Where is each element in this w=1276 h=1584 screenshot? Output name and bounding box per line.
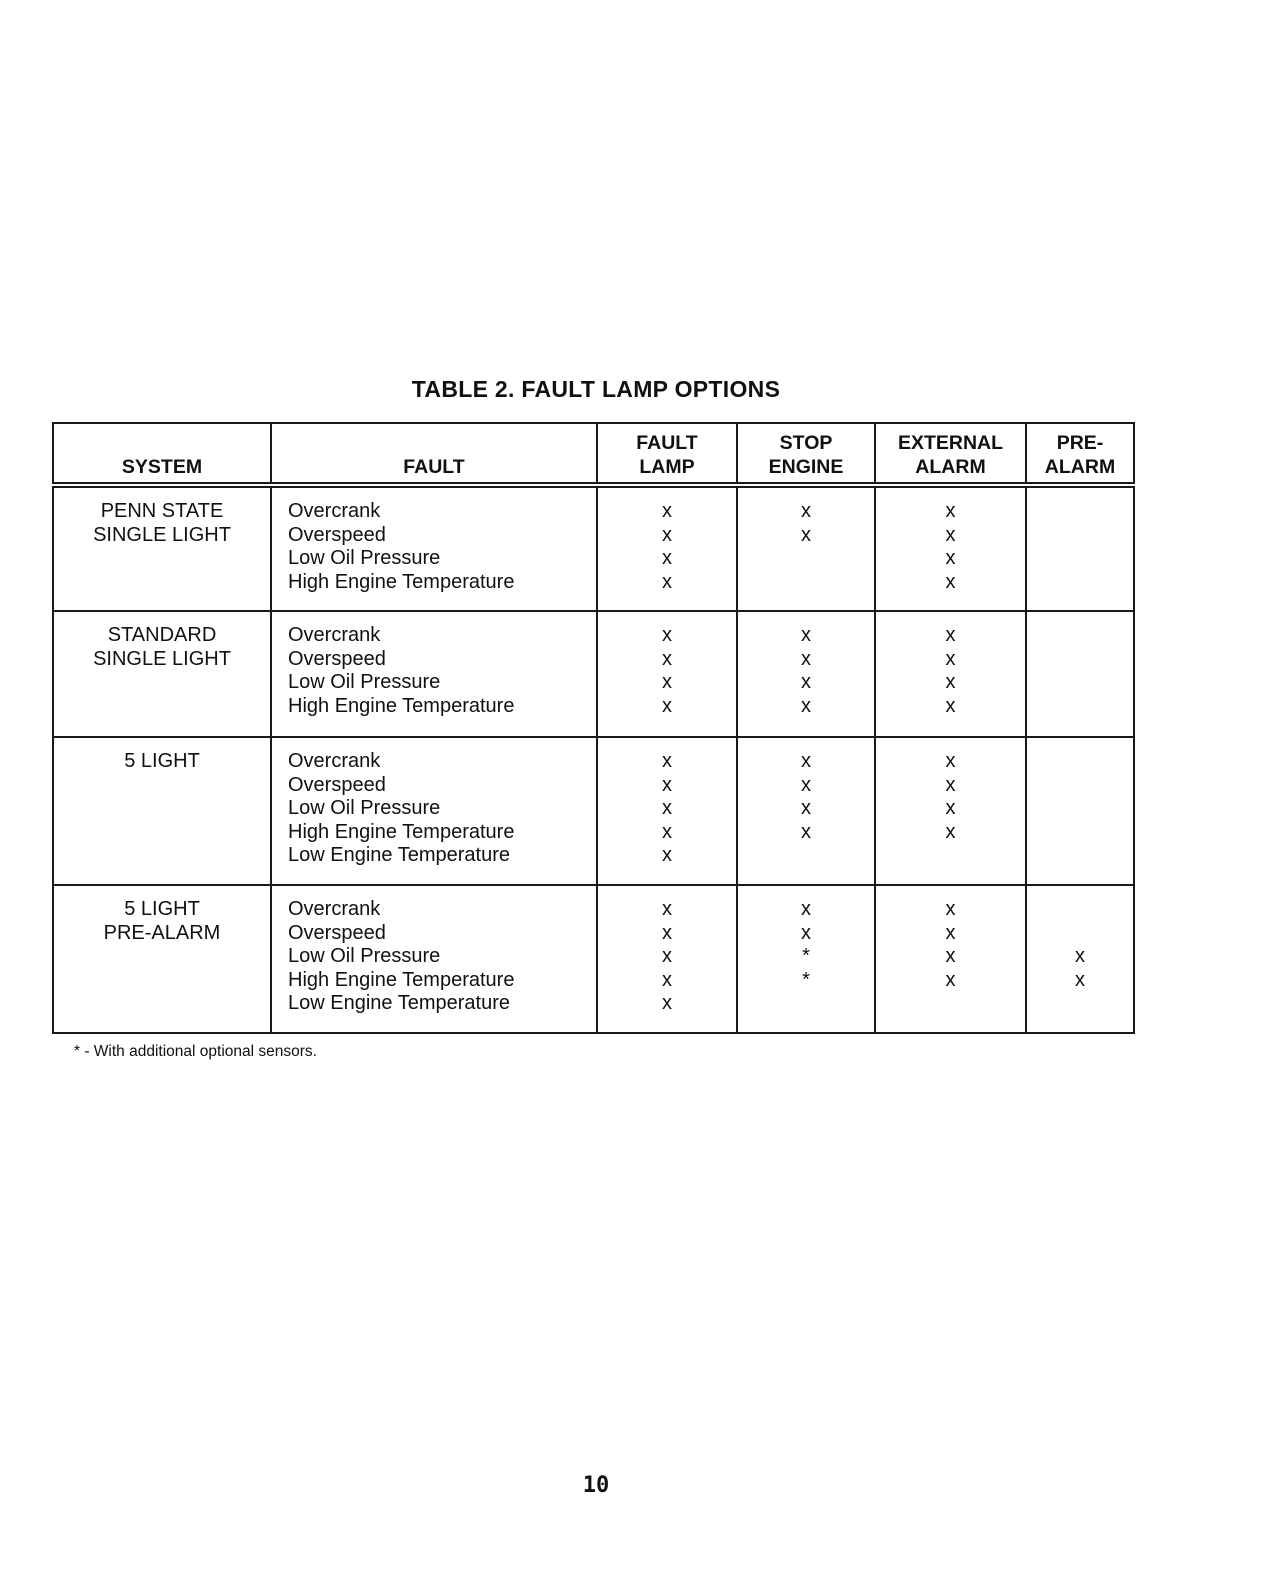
option-mark bbox=[1028, 648, 1132, 672]
option-mark: x bbox=[662, 694, 672, 717]
system-name-line: PRE-ALARM bbox=[103, 921, 221, 944]
option-mark: x bbox=[801, 773, 811, 796]
option-mark: x bbox=[662, 773, 672, 796]
option-mark bbox=[877, 844, 1024, 868]
option-mark bbox=[1028, 898, 1132, 922]
option-mark bbox=[1028, 695, 1132, 719]
header-label-line: SYSTEM bbox=[121, 455, 203, 478]
fault-name: Low Oil Pressure bbox=[288, 797, 441, 819]
fault-cell bbox=[271, 485, 597, 611]
header-system bbox=[53, 423, 271, 485]
option-mark: x bbox=[662, 820, 672, 843]
system-name-line: SINGLE LIGHT bbox=[93, 523, 231, 546]
fault-name: Overcrank bbox=[288, 500, 381, 522]
table-row bbox=[53, 611, 1134, 737]
option-mark: x bbox=[662, 671, 672, 693]
fault-name: Overspeed bbox=[288, 647, 386, 670]
footnote: * - With additional optional sensors. bbox=[74, 1043, 317, 1060]
fault-name: Overcrank bbox=[288, 750, 381, 772]
header-label-line: ALARM bbox=[1044, 455, 1116, 478]
page-number: 10 bbox=[582, 1473, 610, 1498]
option-mark: x bbox=[945, 820, 956, 843]
option-mark: x bbox=[945, 570, 956, 593]
option-mark: x bbox=[801, 694, 811, 717]
option-mark bbox=[1028, 671, 1132, 695]
option-mark: * bbox=[802, 968, 810, 991]
fault-lamp-cell bbox=[597, 885, 737, 1033]
fault-name: Low Oil Pressure bbox=[288, 671, 441, 693]
option-mark: x bbox=[801, 647, 811, 670]
system-name-line: 5 LIGHT bbox=[124, 898, 200, 920]
option-mark: x bbox=[662, 844, 672, 866]
option-mark: x bbox=[662, 570, 672, 593]
option-mark: x bbox=[945, 624, 956, 646]
stop-engine-cell bbox=[737, 885, 875, 1033]
option-mark bbox=[1028, 524, 1132, 548]
option-mark: x bbox=[945, 523, 956, 546]
header-fault bbox=[271, 423, 597, 485]
option-mark: x bbox=[1075, 945, 1085, 967]
fault-name: Low Engine Temperature bbox=[288, 992, 510, 1014]
system-cell bbox=[53, 885, 271, 1033]
fault-lamp-cell bbox=[597, 485, 737, 611]
option-mark: x bbox=[801, 820, 811, 843]
system-name-line: PENN STATE bbox=[100, 500, 224, 522]
option-mark bbox=[1028, 750, 1132, 774]
header-label-line: FAULT bbox=[403, 455, 465, 478]
option-mark: x bbox=[945, 671, 956, 693]
option-mark bbox=[739, 844, 873, 868]
option-mark bbox=[1028, 821, 1132, 845]
option-mark bbox=[739, 547, 873, 571]
option-mark bbox=[1028, 624, 1132, 648]
option-mark bbox=[1028, 500, 1132, 524]
system-cell bbox=[53, 611, 271, 737]
option-mark: * bbox=[802, 945, 810, 967]
header-label-line: FAULT bbox=[636, 432, 698, 454]
option-mark: x bbox=[801, 624, 811, 646]
option-mark bbox=[1028, 844, 1132, 868]
header-label-line: ENGINE bbox=[768, 455, 844, 478]
header-label-line: ALARM bbox=[915, 455, 986, 478]
option-mark: x bbox=[945, 945, 956, 967]
option-mark bbox=[739, 571, 873, 595]
option-mark bbox=[877, 992, 1024, 1016]
option-mark: x bbox=[945, 750, 956, 772]
external-alarm-cell bbox=[875, 885, 1026, 1033]
option-mark bbox=[1028, 571, 1132, 595]
option-mark: x bbox=[662, 797, 672, 819]
fault-name: Low Oil Pressure bbox=[288, 547, 441, 569]
fault-name: Overcrank bbox=[288, 898, 381, 920]
option-mark bbox=[1028, 774, 1132, 798]
option-mark: x bbox=[801, 797, 811, 819]
option-mark: x bbox=[662, 547, 672, 569]
system-name-line: 5 LIGHT bbox=[124, 750, 200, 772]
option-mark: x bbox=[662, 624, 672, 646]
external-alarm-cell bbox=[875, 737, 1026, 885]
option-mark: x bbox=[801, 523, 811, 546]
option-mark: x bbox=[945, 797, 956, 819]
option-mark: x bbox=[662, 750, 672, 772]
header-fault-lamp bbox=[597, 423, 737, 485]
stop-engine-cell bbox=[737, 611, 875, 737]
fault-lamp-cell bbox=[597, 611, 737, 737]
pre-alarm-cell bbox=[1026, 611, 1134, 737]
external-alarm-cell bbox=[875, 485, 1026, 611]
system-name-line: SINGLE LIGHT bbox=[93, 647, 231, 670]
option-mark: x bbox=[945, 500, 956, 522]
table-row bbox=[53, 737, 1134, 885]
option-mark: x bbox=[662, 992, 672, 1014]
system-name-line: STANDARD bbox=[107, 624, 217, 646]
fault-name: Low Oil Pressure bbox=[288, 945, 441, 967]
fault-cell bbox=[271, 885, 597, 1033]
table-title: TABLE 2. FAULT LAMP OPTIONS bbox=[411, 376, 781, 402]
option-mark: x bbox=[801, 898, 811, 920]
option-mark bbox=[1028, 922, 1132, 946]
option-mark: x bbox=[662, 500, 672, 522]
table-row bbox=[53, 485, 1134, 611]
external-alarm-cell bbox=[875, 611, 1026, 737]
header-external-alarm bbox=[875, 423, 1026, 485]
header-label-line: PRE- bbox=[1056, 432, 1104, 454]
pre-alarm-cell bbox=[1026, 885, 1134, 1033]
stop-engine-cell bbox=[737, 737, 875, 885]
table-row bbox=[53, 885, 1134, 1033]
option-mark: x bbox=[945, 968, 956, 991]
option-mark: x bbox=[945, 694, 956, 717]
system-cell bbox=[53, 737, 271, 885]
option-mark: x bbox=[662, 945, 672, 967]
option-mark: x bbox=[662, 647, 672, 670]
header-label-line: LAMP bbox=[639, 455, 695, 478]
option-mark: x bbox=[801, 500, 811, 522]
header-pre-alarm bbox=[1026, 423, 1134, 485]
fault-name: High Engine Temperature bbox=[288, 570, 515, 593]
option-mark: x bbox=[662, 523, 672, 546]
option-mark: x bbox=[945, 547, 956, 569]
option-mark bbox=[1028, 797, 1132, 821]
option-mark bbox=[739, 992, 873, 1016]
table-header-row bbox=[53, 423, 1134, 485]
fault-name: Overspeed bbox=[288, 773, 386, 796]
option-mark: x bbox=[801, 921, 811, 944]
option-mark: x bbox=[945, 921, 956, 944]
option-mark bbox=[1028, 547, 1132, 571]
fault-name: High Engine Temperature bbox=[288, 694, 515, 717]
option-mark: x bbox=[801, 750, 811, 772]
option-mark: x bbox=[662, 921, 672, 944]
pre-alarm-cell bbox=[1026, 737, 1134, 885]
pre-alarm-cell bbox=[1026, 485, 1134, 611]
fault-name: Overspeed bbox=[288, 921, 386, 944]
header-label-line: EXTERNAL bbox=[897, 432, 1004, 454]
fault-lamp-cell bbox=[597, 737, 737, 885]
fault-name: High Engine Temperature bbox=[288, 968, 515, 991]
system-cell bbox=[53, 485, 271, 611]
option-mark: x bbox=[662, 968, 672, 991]
header-stop-engine bbox=[737, 423, 875, 485]
option-mark: x bbox=[945, 898, 956, 920]
fault-cell bbox=[271, 737, 597, 885]
fault-cell bbox=[271, 611, 597, 737]
fault-name: Overspeed bbox=[288, 523, 386, 546]
fault-lamp-options-table bbox=[52, 422, 1135, 1034]
option-mark: x bbox=[945, 647, 956, 670]
option-mark: x bbox=[662, 898, 672, 920]
option-mark: x bbox=[945, 773, 956, 796]
stop-engine-cell bbox=[737, 485, 875, 611]
option-mark bbox=[1028, 992, 1132, 1016]
fault-name: Low Engine Temperature bbox=[288, 844, 510, 866]
header-label-line: STOP bbox=[779, 432, 833, 454]
fault-name: Overcrank bbox=[288, 624, 381, 646]
fault-name: High Engine Temperature bbox=[288, 820, 515, 843]
option-mark: x bbox=[1075, 968, 1085, 991]
option-mark: x bbox=[801, 671, 811, 693]
